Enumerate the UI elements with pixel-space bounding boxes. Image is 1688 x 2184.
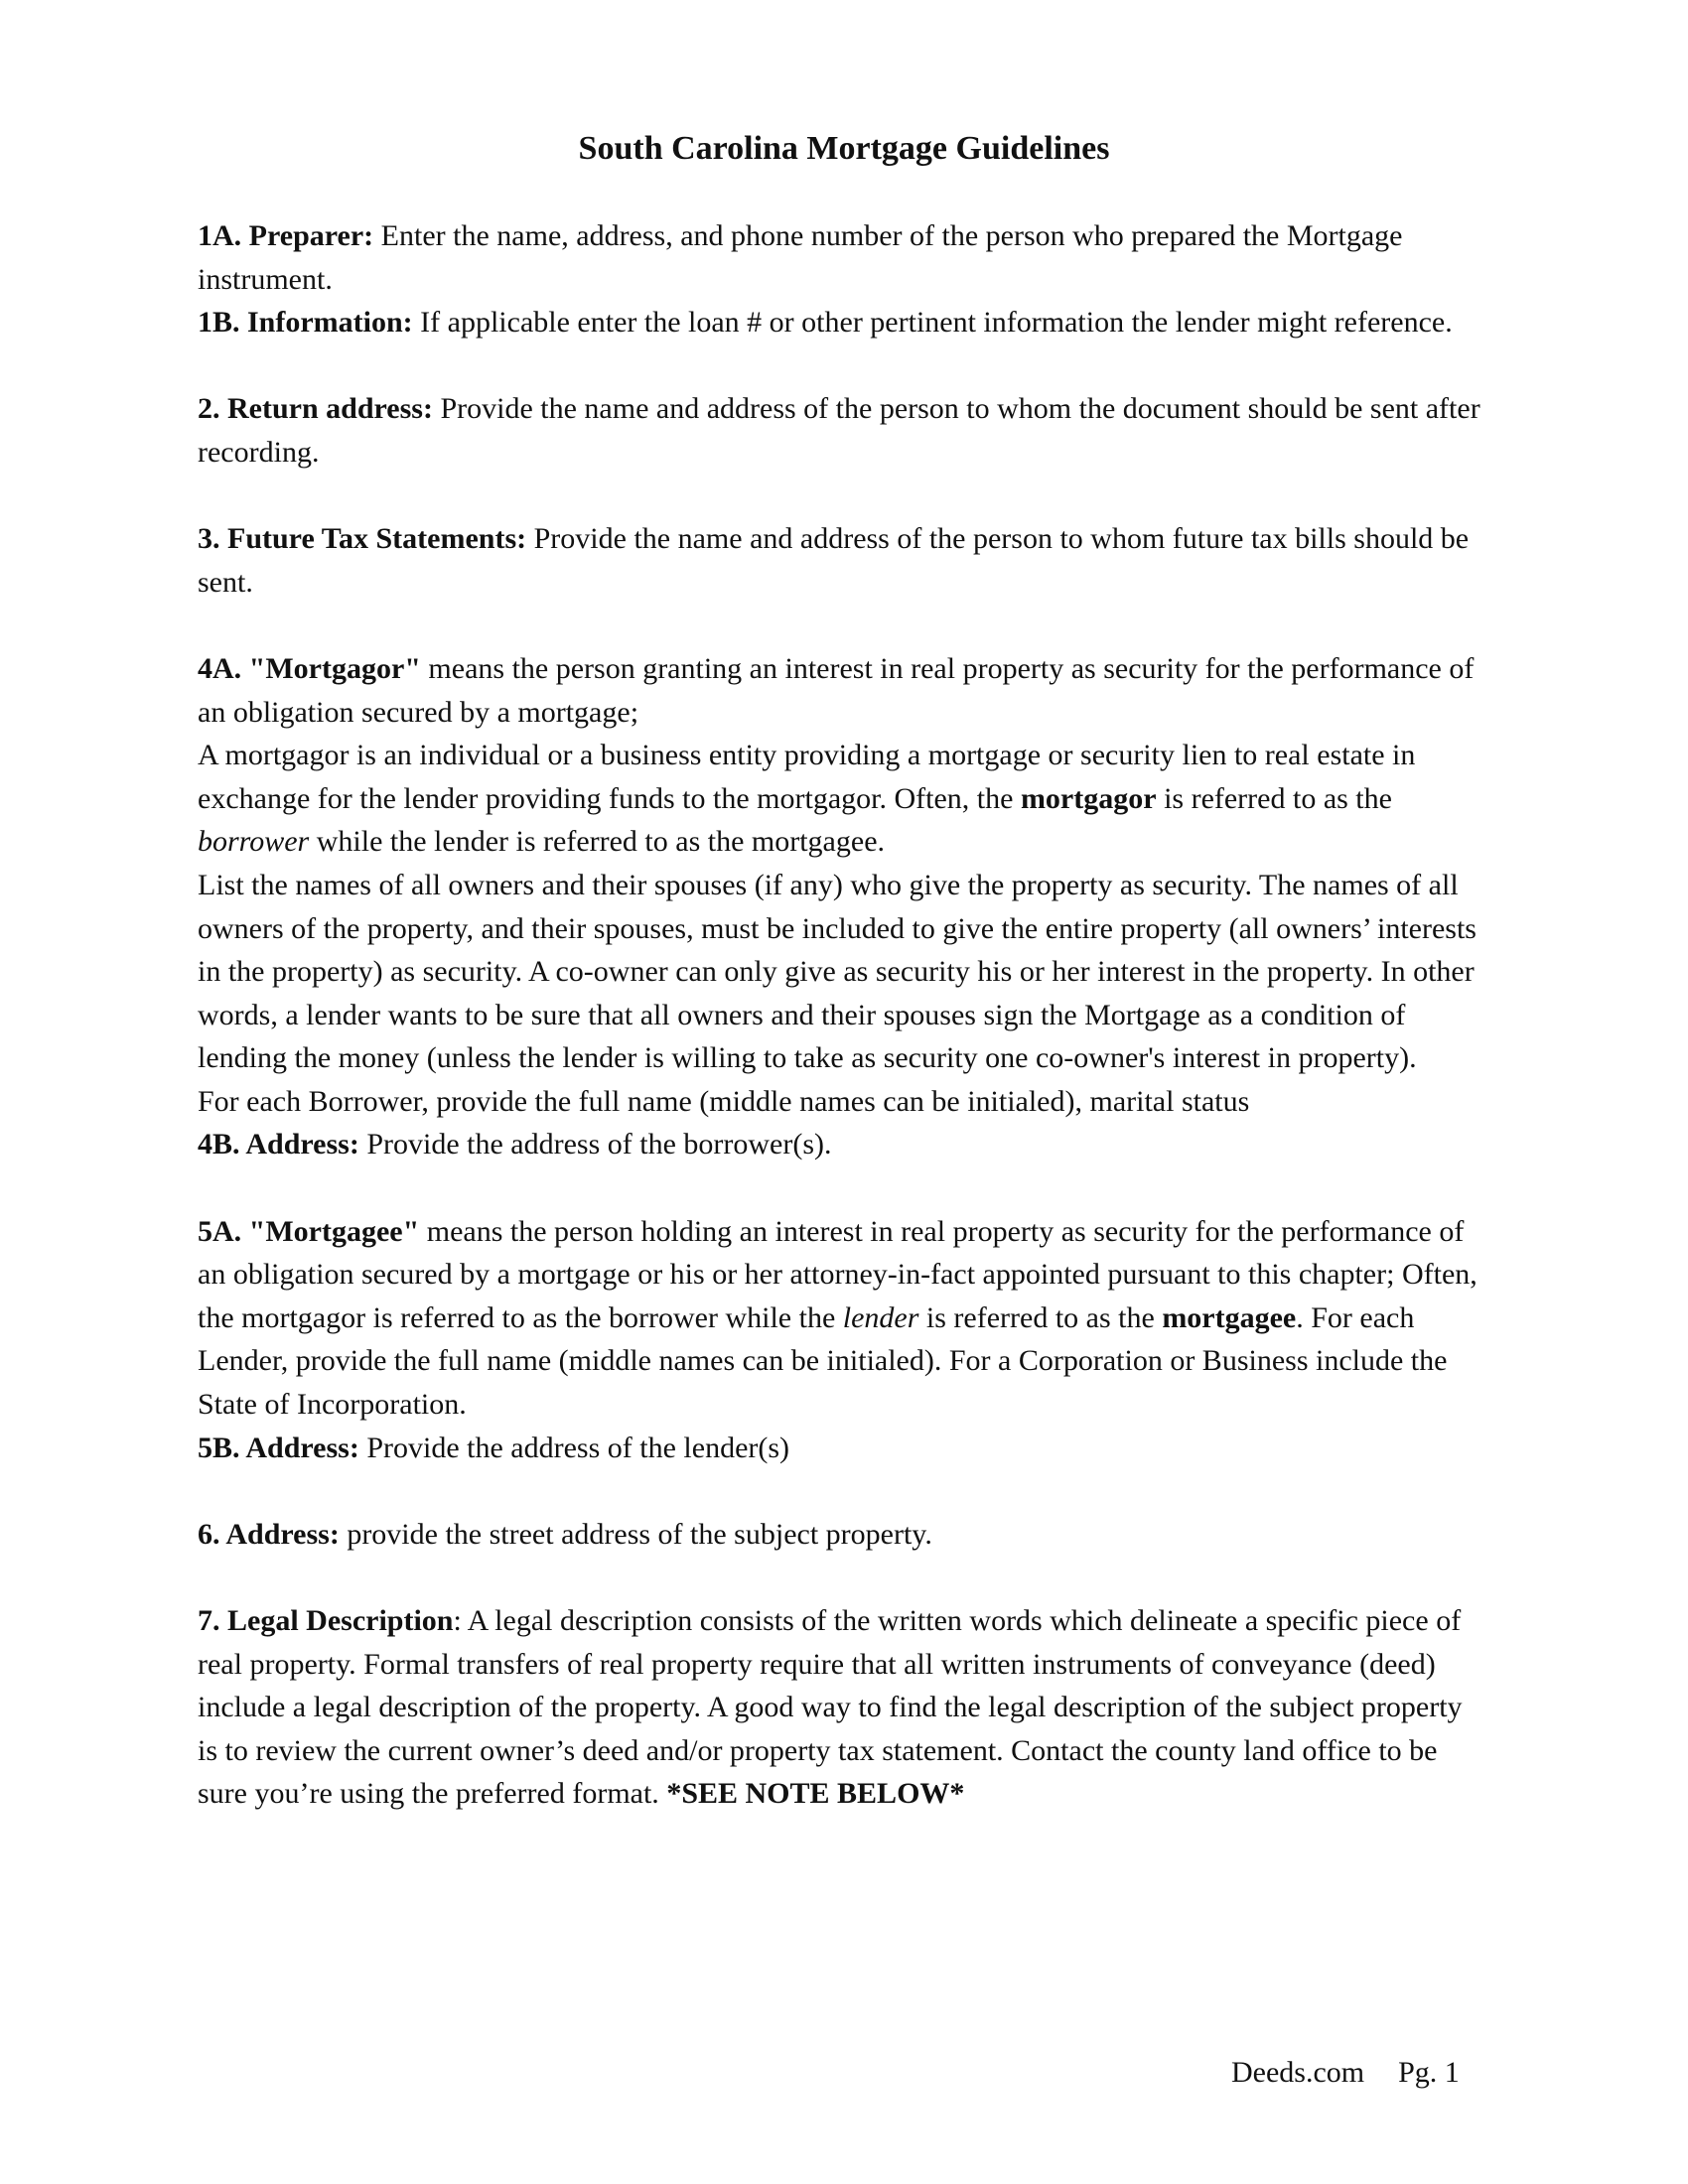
section-1: [198, 214, 1488, 344]
section-2-text: Provide the name and address of the person to whom the document should be sent after recording.: [198, 392, 1480, 469]
section-3-label: 3. Future Tax Statements:: [198, 522, 527, 556]
section-2-label: 2. Return address:: [198, 392, 433, 426]
section-5b: [198, 1427, 1488, 1470]
section-1b-text: If applicable enter the loan # or other pertinent information the lender might reference.: [412, 306, 1453, 340]
footer-site: Deeds.com: [1231, 2056, 1365, 2089]
section-4a-definition: [198, 734, 1488, 864]
mortgagee-term: mortgagee: [1162, 1300, 1297, 1334]
section-5a-text-2: is referred to as the: [918, 1300, 1163, 1334]
section-4a-definition-text: A mortgagor is an individual or a business entity providing a mortgage or security lien to real estate in exchange for the lender providing funds to the mortgagor. Often, the: [198, 739, 1416, 815]
section-1b-label: 1B. Information:: [198, 306, 413, 340]
section-4a-definition-text-2: is referred to as the: [1156, 781, 1392, 815]
page-title: South Carolina Mortgage Guidelines: [578, 130, 1110, 167]
section-5b-text: Provide the address of the lender(s): [358, 1431, 790, 1464]
section-4a-borrower-info: For each Borrower, provide the full name (middle names can be initialed), marital status: [198, 1084, 1250, 1118]
section-1a-label: 1A. Preparer:: [198, 219, 374, 252]
section-5a-text: means the person holding an interest in real property as security for the performance of an obligation secured by a mortgage or his or her attorney-in-fact appointed pursuant to this chapter; Often, the mortgagor is referred to as the borrower while the: [198, 1214, 1477, 1334]
section-5: [198, 1210, 1488, 1470]
borrower-term: borrower: [198, 825, 310, 859]
section-4a: [198, 647, 1488, 734]
section-4a-owners: List the names of all owners and their spouses (if any) who give the property as security. The names of all owners of the property, and their spouses, must be included to give the entire property (all owners’ interests in the property) as security. A co-owner can only give as security his or her interest in the property. In other words, a lender wants to be sure that all owners and their spouses sign the Mortgage as a condition of lending the money (unless the lender is willing to take as security one co-owner's interest in property).: [198, 868, 1477, 1075]
section-5b-label: 5B. Address:: [198, 1431, 359, 1464]
section-4: [198, 647, 1488, 1166]
lender-term: lender: [842, 1300, 919, 1334]
section-1a-text: Enter the name, address, and phone number of the person who prepared the Mortgage instrument.: [198, 219, 1403, 296]
section-7: [198, 1599, 1488, 1816]
section-3: [198, 517, 1488, 604]
section-4a-definition-text-3: while the lender is referred to as the mortgagee.: [309, 825, 886, 859]
section-6-label: 6. Address:: [198, 1517, 340, 1551]
section-7-label: 7. Legal Description: [198, 1604, 454, 1637]
page-number: Pg. 1: [1398, 2056, 1460, 2089]
section-4b: [198, 1123, 1488, 1166]
section-5a-label: 5A. "Mortgagee": [198, 1214, 420, 1248]
section-5a-text-3: . For each Lender, provide the full name (middle names can be initialed). For a Corporation or Business include the State of Incorporation.: [198, 1300, 1448, 1422]
page-footer: [1231, 2053, 1489, 2093]
section-5a: [198, 1210, 1488, 1427]
section-2: [198, 387, 1488, 474]
section-4b-text: Provide the address of the borrower(s).: [358, 1128, 832, 1161]
section-4b-label: 4B. Address:: [198, 1128, 359, 1161]
section-4a-text: means the person granting an interest in real property as security for the performance of an obligation secured by a mortgage;: [198, 651, 1475, 729]
section-3-text: Provide the name and address of the person to whom future tax bills should be sent.: [198, 522, 1470, 599]
section-4a-label: 4A. "Mortgagor": [198, 651, 421, 685]
mortgagor-term: mortgagor: [1020, 781, 1157, 815]
guidelines-body: [198, 214, 1488, 1816]
section-6: [198, 1513, 1488, 1557]
section-7-text: : A legal description consists of the written words which delineate a specific piece of real property. Formal transfers of real property require that all written instruments of conveyance (deed) include a legal description of the property. A good way to find the legal description of the subject property is to review the current owner’s deed and/or property tax statement. Contact the county land office to be sure you’re using the preferred format.: [198, 1604, 1463, 1811]
section-6-text: provide the street address of the subject property.: [339, 1517, 932, 1551]
section-1b: [198, 301, 1488, 344]
see-note-below: *SEE NOTE BELOW*: [666, 1777, 965, 1811]
section-1a: [198, 214, 1488, 301]
